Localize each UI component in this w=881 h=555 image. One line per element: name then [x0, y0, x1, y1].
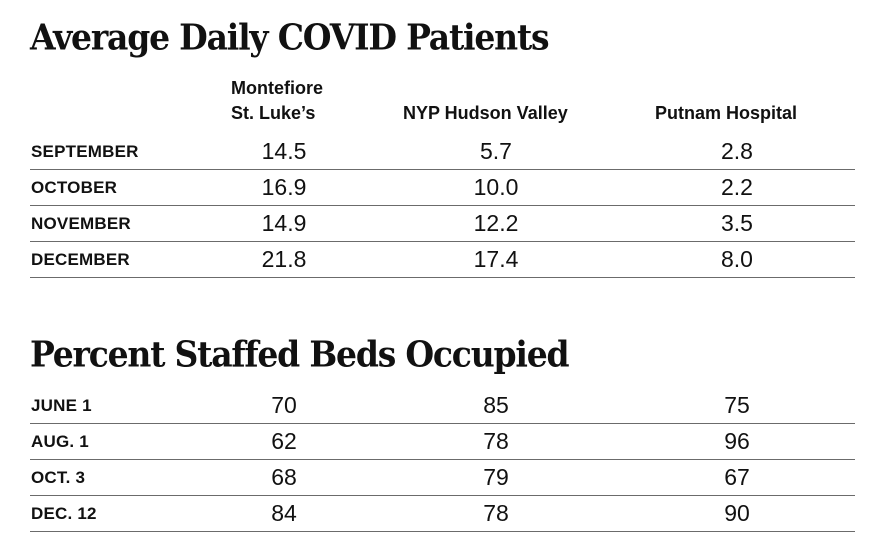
data-cell: 3.5 [721, 210, 753, 236]
data-cell: 62 [271, 428, 297, 454]
data-cell: 67 [724, 464, 750, 490]
row-divider [30, 277, 855, 278]
row-divider [30, 531, 855, 532]
column-header-line: St. Luke’s [231, 103, 316, 123]
data-cell: 85 [483, 392, 509, 418]
data-cell: 14.9 [261, 210, 307, 236]
row-label: AUG. 1 [31, 432, 89, 451]
column-header-line: Putnam Hospital [655, 103, 798, 123]
data-cell: 17.4 [473, 246, 519, 272]
row-divider [30, 205, 855, 206]
row-label: SEPTEMBER [31, 142, 139, 161]
row-label: OCT. 3 [31, 468, 86, 487]
column-header [403, 101, 568, 126]
row-label: DECEMBER [31, 250, 130, 269]
data-cell: 78 [483, 428, 509, 454]
data-cell: 90 [724, 500, 750, 526]
data-cell: 12.2 [473, 210, 519, 236]
data-cell: 96 [724, 428, 750, 454]
column-header-line: NYP Hudson Valley [403, 103, 568, 123]
data-cell: 68 [271, 464, 297, 490]
row-label: JUNE 1 [31, 396, 92, 415]
data-cell: 2.8 [721, 138, 753, 164]
row-label: OCTOBER [31, 178, 118, 197]
column-header-line: Montefiore [231, 78, 323, 98]
data-cell: 75 [724, 392, 750, 418]
data-cell: 2.2 [721, 174, 753, 200]
data-cell: 70 [271, 392, 297, 418]
row-label: DEC. 12 [31, 504, 97, 523]
data-cell: 79 [483, 464, 509, 490]
row-label: NOVEMBER [31, 214, 131, 233]
data-cell: 78 [483, 500, 509, 526]
data-cell: 10.0 [473, 174, 519, 200]
data-cell: 5.7 [480, 138, 512, 164]
row-divider [30, 169, 855, 170]
column-header [231, 76, 323, 126]
data-cell: 84 [271, 500, 297, 526]
row-divider [30, 495, 855, 496]
row-divider [30, 241, 855, 242]
column-header [655, 101, 797, 126]
data-cell: 16.9 [261, 174, 307, 200]
table-title: Average Daily COVID Patients [30, 16, 549, 59]
data-cell: 14.5 [261, 138, 307, 164]
row-divider [30, 459, 855, 460]
table-title: Percent Staffed Beds Occupied [30, 333, 569, 376]
data-cell: 8.0 [721, 246, 753, 272]
row-divider [30, 423, 855, 424]
data-cell: 21.8 [261, 246, 307, 272]
